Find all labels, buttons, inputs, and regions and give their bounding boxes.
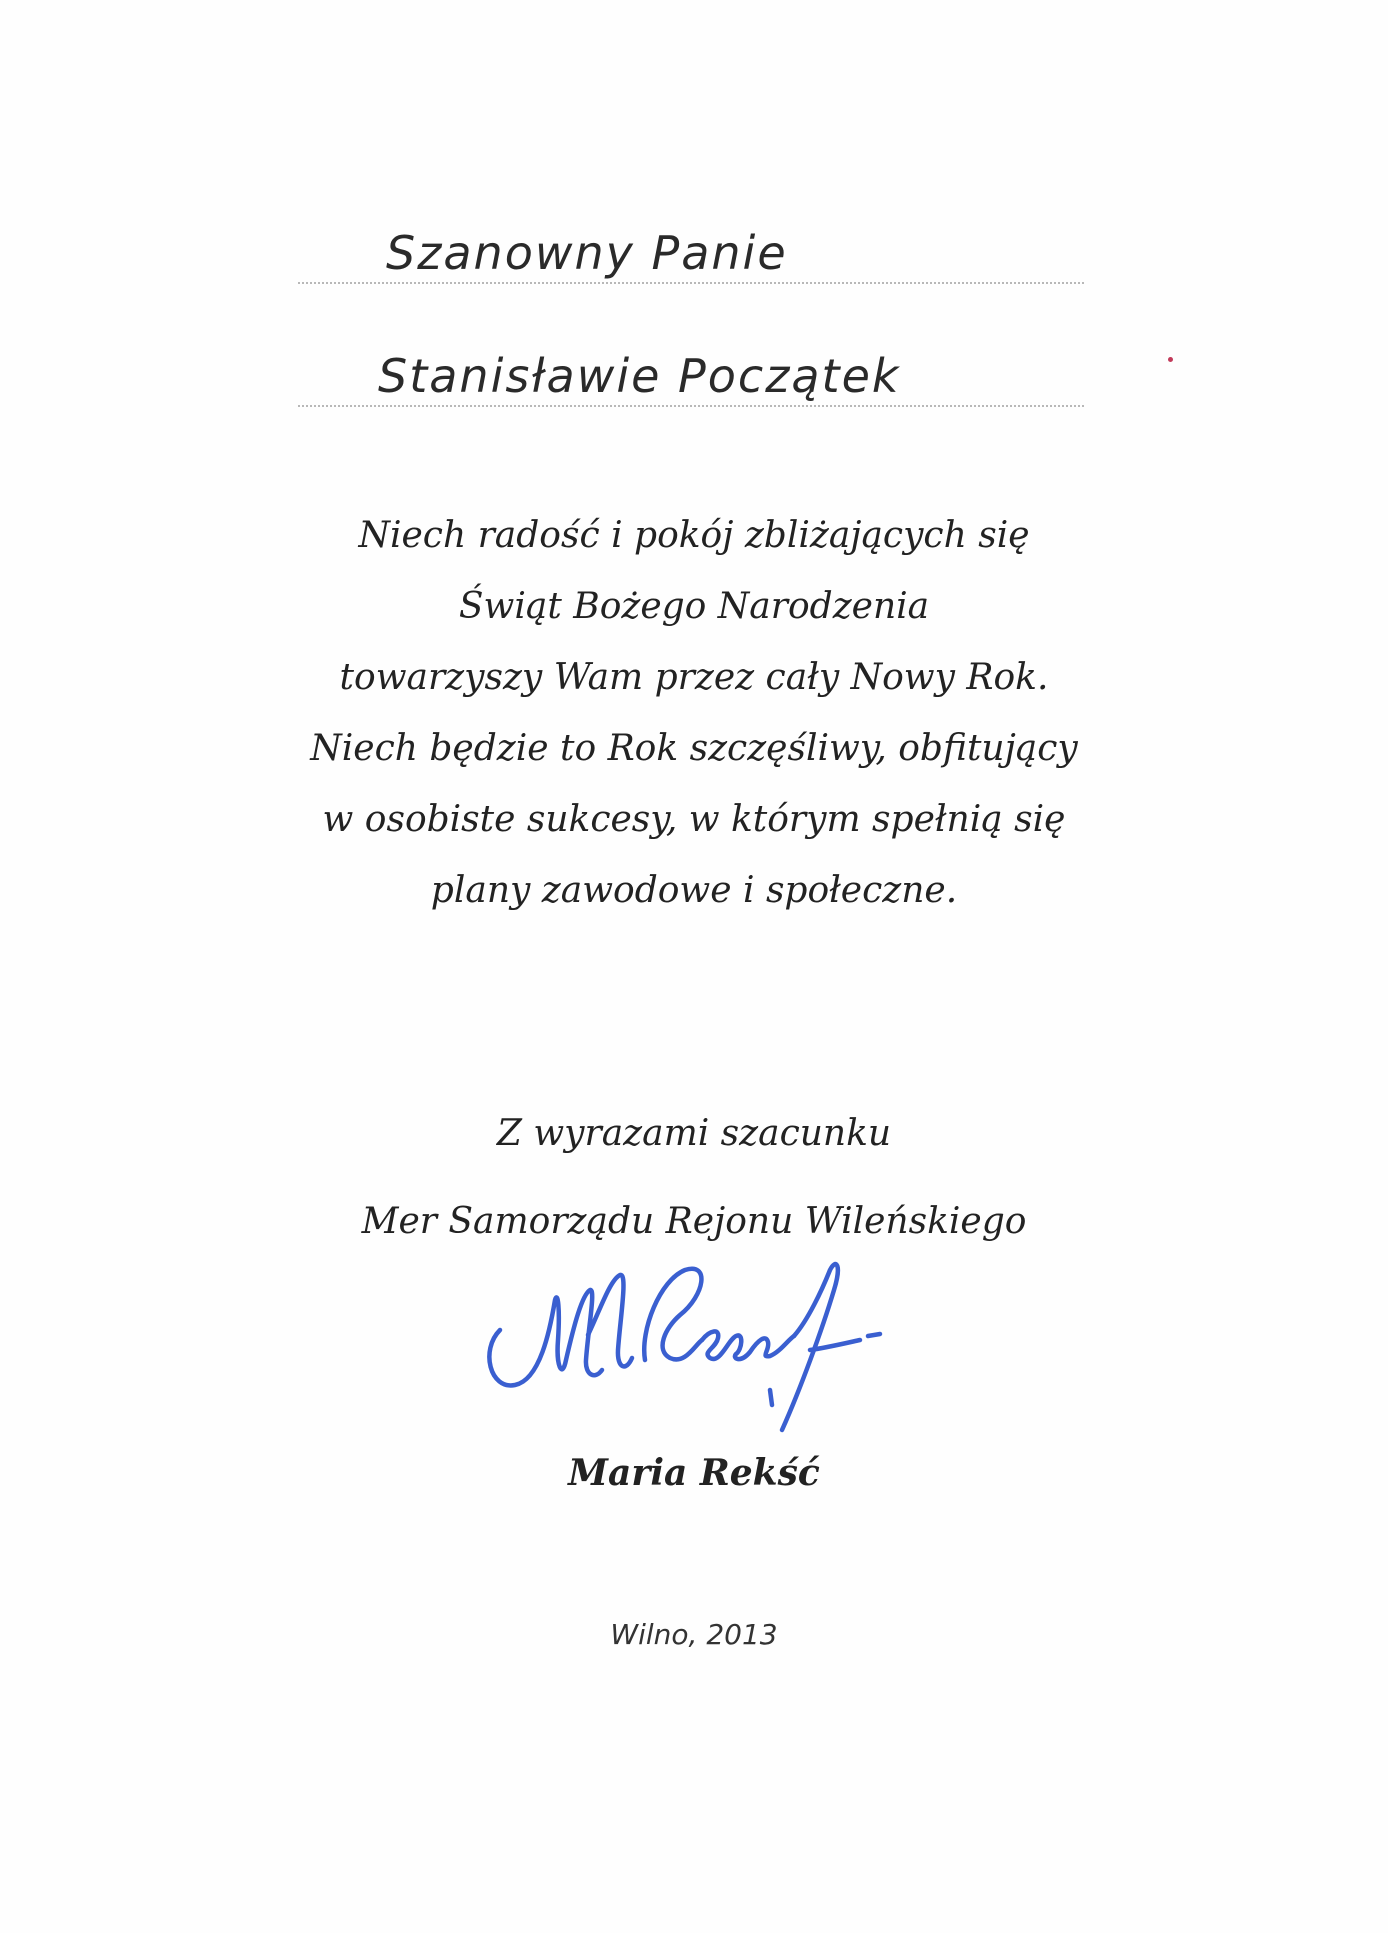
message-line: Świąt Bożego Narodzenia bbox=[458, 586, 930, 627]
ink-speck bbox=[1168, 357, 1173, 362]
message-line: towarzyszy Wam przez cały Nowy Rok. bbox=[339, 657, 1049, 698]
message-line: w osobiste sukcesy, w którym spełnią się bbox=[322, 799, 1066, 840]
place-date: Wilno, 2013 bbox=[610, 1618, 778, 1651]
handwritten-signature bbox=[470, 1240, 930, 1440]
message-line: plany zawodowe i społeczne. bbox=[430, 870, 958, 911]
closing-title: Mer Samorządu Rejonu Wileńskiego bbox=[361, 1201, 1027, 1242]
closing-regards: Z wyrazami szacunku bbox=[496, 1113, 892, 1154]
salutation-line-2 bbox=[298, 345, 1084, 407]
greeting-message bbox=[0, 500, 1388, 926]
salutation-text-1: Szanowny Panie bbox=[386, 226, 788, 280]
message-line: Niech będzie to Rok szczęśliwy, obfitujący bbox=[310, 728, 1078, 769]
message-line: Niech radość i pokój zbliżających się bbox=[358, 515, 1030, 556]
salutation-line-1 bbox=[298, 222, 1084, 284]
signer-name: Maria Rekść bbox=[568, 1452, 820, 1494]
salutation-text-2: Stanisławie Początek bbox=[378, 349, 901, 403]
